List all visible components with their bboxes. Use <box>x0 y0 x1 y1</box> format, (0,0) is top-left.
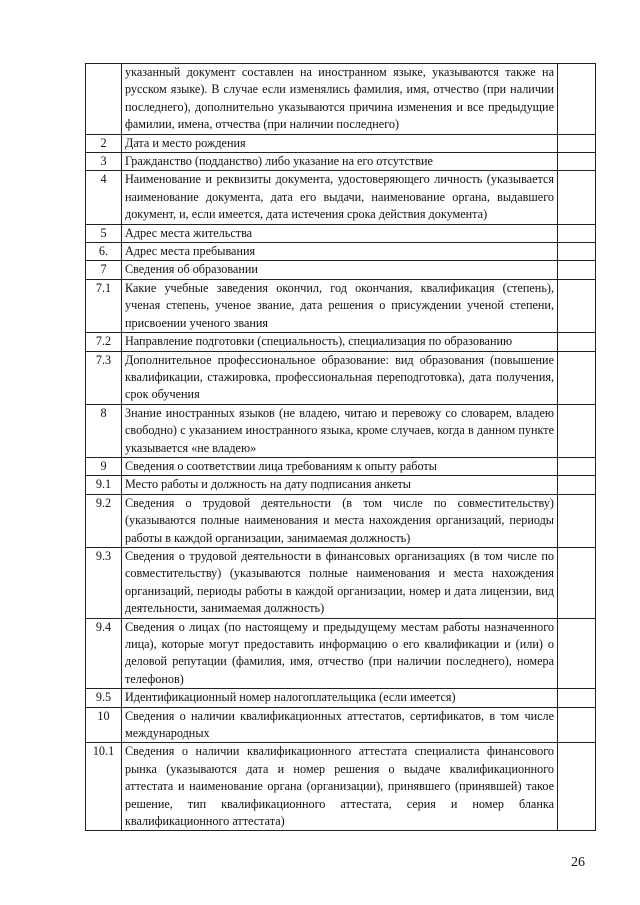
item-description: Наименование и реквизиты документа, удостоверяющего личность (указывается наименование документа, дата его выдачи, наименование органа, выдавшего документ, и, если имеется, дата истечения срока действия документа) <box>122 171 558 224</box>
item-description: Сведения о наличии квалификационного аттестата специалиста финансового рынка (указываются дата и номер решения о выдаче квалификационного аттестата и наименование органа (организации), принявшего (принявшей) такое решение, тип квалификационного аттестата, серия и номер бланка квалификационного аттестата) <box>122 743 558 831</box>
table-row <box>86 494 596 547</box>
item-number: 10.1 <box>86 743 122 831</box>
table-row <box>86 333 596 351</box>
item-number: 9.3 <box>86 547 122 618</box>
table-row <box>86 224 596 242</box>
item-number: 7 <box>86 261 122 279</box>
table-row <box>86 457 596 475</box>
item-value-cell <box>558 224 596 242</box>
item-number: 3 <box>86 153 122 171</box>
item-value-cell <box>558 689 596 707</box>
table-row <box>86 743 596 831</box>
item-description: Дата и место рождения <box>122 134 558 152</box>
item-number: 8 <box>86 404 122 457</box>
item-description: Какие учебные заведения окончил, год окончания, квалификация (степень), ученая степень, ученое звание, дата решения о присуждении ученой степени, присвоении ученого звания <box>122 279 558 332</box>
item-number: 9.2 <box>86 494 122 547</box>
item-description: указанный документ составлен на иностранном языке, указываются также на русском языке). В случае если изменялись фамилия, имя, отчество (при наличии последнего), дополнительно указываются причина изменения и все предыдущие фамилии, имена, отчества (при наличии последнего) <box>122 64 558 135</box>
item-description: Дополнительное профессиональное образование: вид образования (повышение квалификации, стажировка, профессиональная переподготовка), дата получения, срок обучения <box>122 351 558 404</box>
item-description: Идентификационный номер налогоплательщика (если имеется) <box>122 689 558 707</box>
item-value-cell <box>558 351 596 404</box>
item-value-cell <box>558 333 596 351</box>
item-number: 2 <box>86 134 122 152</box>
item-value-cell <box>558 457 596 475</box>
item-number: 9.5 <box>86 689 122 707</box>
item-number <box>86 64 122 135</box>
item-value-cell <box>558 279 596 332</box>
item-number: 4 <box>86 171 122 224</box>
item-number: 5 <box>86 224 122 242</box>
item-number: 10 <box>86 707 122 743</box>
item-description: Сведения о соответствии лица требованиям к опыту работы <box>122 457 558 475</box>
item-description: Сведения о лицах (по настоящему и предыдущему местам работы назначенного лица), которые могут предоставить информацию о его квалификации и (или) о деловой репутации (фамилия, имя, отчество (при наличии последнего), номера телефонов) <box>122 618 558 689</box>
item-number: 9.1 <box>86 476 122 494</box>
item-description: Сведения о наличии квалификационных аттестатов, сертификатов, в том числе международных <box>122 707 558 743</box>
item-value-cell <box>558 618 596 689</box>
item-description: Место работы и должность на дату подписания анкеты <box>122 476 558 494</box>
item-value-cell <box>558 404 596 457</box>
item-number: 7.3 <box>86 351 122 404</box>
item-value-cell <box>558 707 596 743</box>
item-value-cell <box>558 494 596 547</box>
item-value-cell <box>558 547 596 618</box>
table-row <box>86 279 596 332</box>
table-row <box>86 547 596 618</box>
item-description: Сведения об образовании <box>122 261 558 279</box>
table-row <box>86 689 596 707</box>
item-number: 7.1 <box>86 279 122 332</box>
questionnaire-table-body <box>86 64 596 831</box>
table-row <box>86 618 596 689</box>
table-row <box>86 476 596 494</box>
item-value-cell <box>558 153 596 171</box>
item-value-cell <box>558 64 596 135</box>
table-row <box>86 171 596 224</box>
item-description: Гражданство (подданство) либо указание на его отсутствие <box>122 153 558 171</box>
item-number: 9.4 <box>86 618 122 689</box>
table-row <box>86 351 596 404</box>
table-row <box>86 134 596 152</box>
item-description: Сведения о трудовой деятельности (в том числе по совместительству) (указываются полные наименования и места нахождения организаций, периоды работы в каждой организации, занимаемая должность) <box>122 494 558 547</box>
item-value-cell <box>558 476 596 494</box>
item-description: Адрес места пребывания <box>122 243 558 261</box>
table-row <box>86 153 596 171</box>
item-number: 6. <box>86 243 122 261</box>
table-row <box>86 707 596 743</box>
item-value-cell <box>558 261 596 279</box>
item-value-cell <box>558 743 596 831</box>
item-value-cell <box>558 243 596 261</box>
page-number: 26 <box>571 855 585 870</box>
table-row <box>86 243 596 261</box>
table-row <box>86 64 596 135</box>
item-value-cell <box>558 171 596 224</box>
item-description: Знание иностранных языков (не владею, читаю и перевожу со словарем, владею свободно) с указанием иностранного языка, кроме случаев, когда в данном пункте указывается «не владею» <box>122 404 558 457</box>
questionnaire-table <box>85 63 596 831</box>
item-description: Сведения о трудовой деятельности в финансовых организациях (в том числе по совместительству) (указываются полные наименования и места нахождения организаций, периоды работы в каждой организации, номер и дата лицензии, вид деятельности, занимаемая должность) <box>122 547 558 618</box>
item-description: Адрес места жительства <box>122 224 558 242</box>
item-value-cell <box>558 134 596 152</box>
table-row <box>86 404 596 457</box>
item-number: 7.2 <box>86 333 122 351</box>
item-number: 9 <box>86 457 122 475</box>
table-row <box>86 261 596 279</box>
item-description: Направление подготовки (специальность), специализация по образованию <box>122 333 558 351</box>
